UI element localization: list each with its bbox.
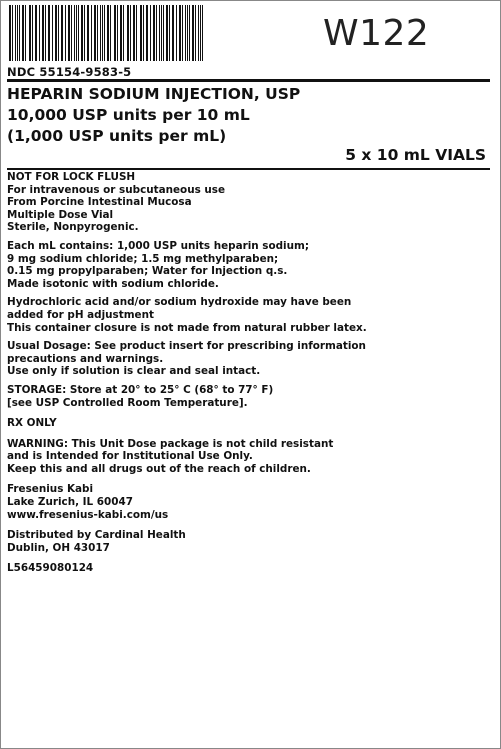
body-line: Usual Dosage: See product insert for prescribing information: [7, 340, 366, 353]
body-line: From Porcine Intestinal Mucosa: [7, 196, 192, 209]
body-line: Each mL contains: 1,000 USP units heparin sodium;: [7, 239, 309, 252]
body-line: Lake Zurich, IL 60047: [7, 496, 133, 509]
body-line: [see USP Controlled Room Temperature].: [7, 396, 248, 409]
body-line: Fresenius Kabi: [7, 483, 94, 496]
body-line: Distributed by Cardinal Health: [7, 529, 186, 542]
title-line: HEPARIN SODIUM INJECTION, USP: [7, 85, 301, 103]
body-line: 9 mg sodium chloride; 1.5 mg methylparaben;: [7, 252, 279, 265]
body-line: Use only if solution is clear and seal intact.: [7, 365, 261, 378]
title-line: (1,000 USP units per mL): [7, 127, 227, 145]
composition-block: [7, 240, 487, 290]
body-line: WARNING: This Unit Dose package is not child resistant: [7, 437, 334, 450]
rx-block: [7, 417, 487, 430]
thin-divider: [7, 168, 490, 170]
usage-block: [7, 171, 487, 234]
lot-code: L56459080124: [7, 562, 94, 575]
label-code: W122: [323, 13, 430, 54]
title-line: 10,000 USP units per 10 mL: [7, 106, 250, 124]
thick-divider: [7, 79, 490, 82]
storage-block: [7, 384, 487, 409]
body-line: Made isotonic with sodium chloride.: [7, 277, 219, 290]
body-line: added for pH adjustment: [7, 308, 154, 321]
barcode-image: [9, 5, 205, 61]
manufacturer-block: [7, 483, 487, 521]
body-line: Dublin, OH 43017: [7, 541, 110, 554]
package-count: 5 x 10 mL VIALS: [345, 146, 486, 164]
lot-block: [7, 562, 487, 575]
body-line: Multiple Dose Vial: [7, 208, 114, 221]
body-line: This container closure is not made from natural rubber latex.: [7, 321, 367, 334]
body-line: For intravenous or subcutaneous use: [7, 183, 226, 196]
body-line: Keep this and all drugs out of the reach of children.: [7, 462, 311, 475]
label-body: [7, 171, 487, 575]
body-line: RX ONLY: [7, 417, 57, 430]
body-line: Hydrochloric acid and/or sodium hydroxide may have been: [7, 296, 352, 309]
body-line: STORAGE: Store at 20° to 25° C (68° to 77° F): [7, 383, 274, 396]
body-line: 0.15 mg propylparaben; Water for Injection q.s.: [7, 265, 288, 278]
body-line: www.fresenius-kabi.com/us: [7, 508, 169, 521]
dosage-block: [7, 340, 487, 378]
distributor-block: [7, 529, 487, 554]
product-title: [7, 84, 300, 147]
body-line: Sterile, Nonpyrogenic.: [7, 221, 139, 234]
warning-block: [7, 438, 487, 476]
ndc-number: NDC 55154-9583-5: [7, 65, 132, 79]
body-line: NOT FOR LOCK FLUSH: [7, 171, 136, 183]
ph-block: [7, 296, 487, 334]
body-line: and is Intended for Institutional Use Only.: [7, 450, 253, 463]
body-line: precautions and warnings.: [7, 352, 164, 365]
